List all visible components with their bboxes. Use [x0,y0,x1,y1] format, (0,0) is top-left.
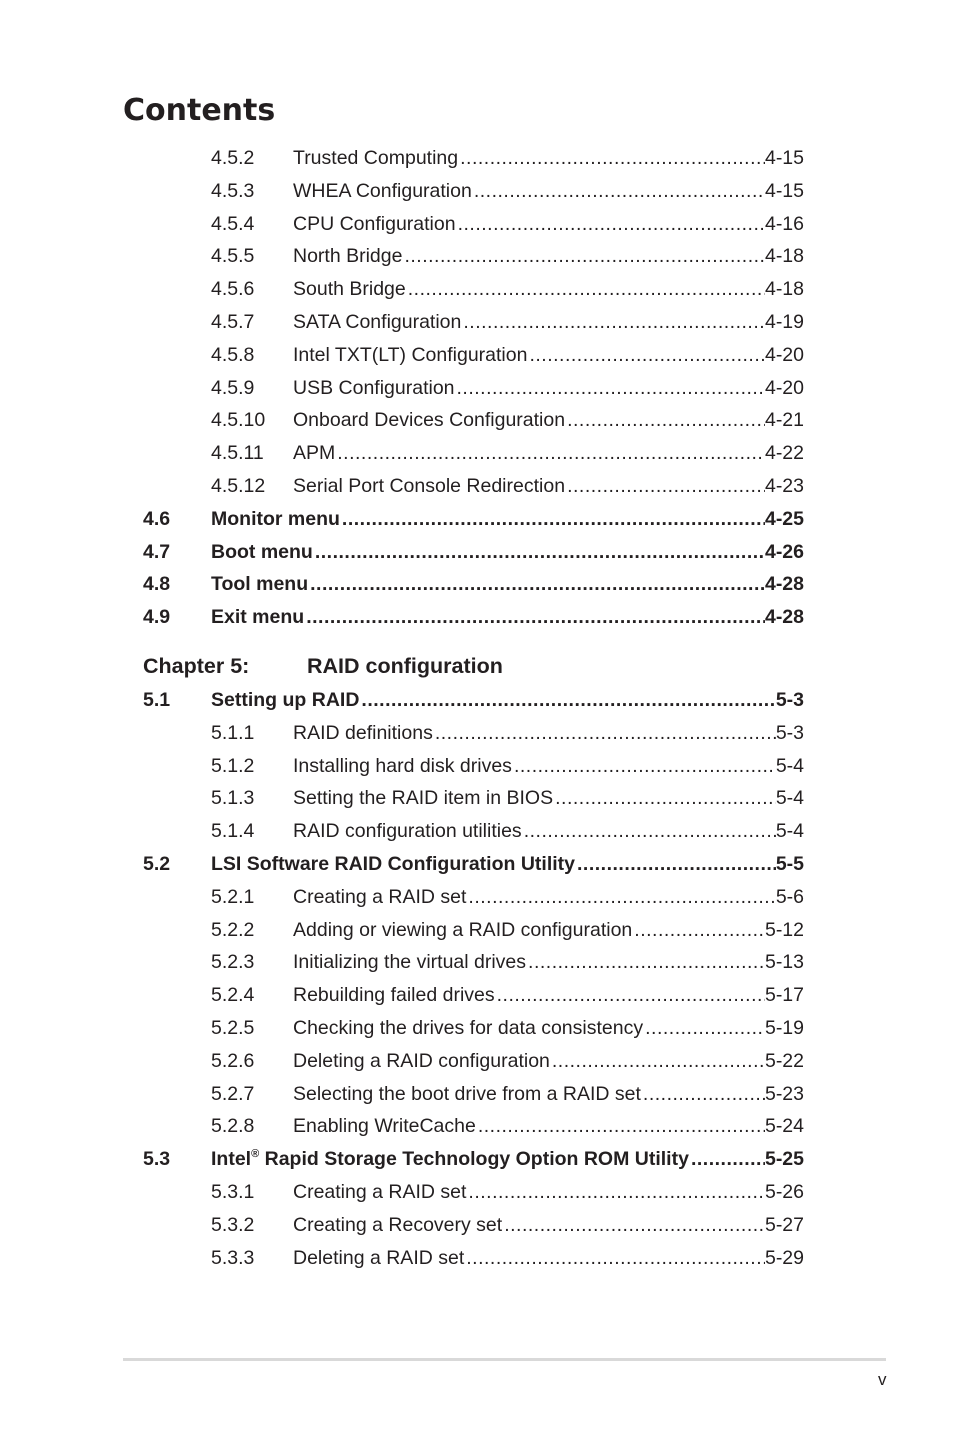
toc-entry[interactable] [0,240,804,273]
toc-entry-page: 5-29 [764,1246,804,1269]
toc-entry-title: Selecting the boot drive from a RAID set [293,1082,641,1105]
toc-entry-page: 4-20 [764,376,804,399]
toc-entry-title: Monitor menu [211,507,340,530]
toc-entry-title: Setting the RAID item in BIOS [293,787,554,810]
toc-entry-number: 4.9 [143,606,171,629]
dot-leader [402,245,765,268]
toc-entry-number: 4.5.6 [211,278,255,301]
toc-entry-number: 5.1.2 [211,754,255,777]
dot-leader [304,606,765,629]
toc-entry[interactable] [0,208,804,241]
toc-entry[interactable] [0,848,804,881]
toc-entry[interactable] [0,503,804,536]
toc-entry-number: 4.5.5 [211,245,255,268]
toc-entry-title: APM [293,442,336,465]
toc-entry-number: 5.3 [143,1148,171,1171]
toc-entry-title: North Bridge [293,245,403,268]
toc-entry-page: 5-3 [775,721,804,744]
dot-leader [526,951,765,974]
toc-entry-page: 5-27 [764,1213,804,1236]
toc-entry-title: Setting up RAID [211,689,360,711]
toc-entry-number: 4.5.8 [211,343,255,366]
toc-entry-title: Installing hard disk drives [293,754,512,777]
toc-entry-page: 5-4 [775,820,804,843]
toc-entry-title: Adding or viewing a RAID configuration [293,918,633,941]
dot-leader [335,442,765,465]
toc-entry-number: 5.2.4 [211,984,255,1007]
toc-entry-page: 4-20 [764,343,804,366]
toc-entry[interactable] [0,601,804,634]
dot-leader [575,853,776,876]
dot-leader [313,541,765,564]
chapter-label: Chapter 5: [143,653,250,678]
toc-entry-page: 4-22 [764,442,804,465]
toc-entry-title: Tool menu [211,573,309,596]
toc-entry-title: Onboard Devices Configuration [293,409,566,432]
dot-leader [495,984,765,1007]
toc-entry-number: 4.5.12 [211,475,266,497]
toc-entry-title: LSI Software RAID Configuration Utility [211,853,575,875]
toc-entry-number: 4.5.11 [211,442,264,465]
toc-entry[interactable] [0,470,804,503]
toc-entry-number: 5.2.8 [211,1115,255,1138]
toc-entry-title: South Bridge [293,278,406,301]
dot-leader [466,886,775,909]
dot-leader [527,344,765,367]
toc-entry-page: 5-17 [764,984,804,1007]
dot-leader [455,377,765,400]
toc-entry[interactable] [0,750,804,783]
dot-leader [472,180,765,203]
toc-entry-page: 5-13 [764,951,804,974]
toc-entry-page: 4-21 [764,409,804,432]
toc-entry[interactable] [0,437,804,470]
dot-leader [641,1083,765,1106]
toc-entry-page: 5-3 [775,689,804,711]
toc-entry-page: 5-4 [775,787,804,810]
toc-entry-number: 4.5.9 [211,376,255,399]
toc-entry[interactable] [0,979,804,1012]
toc-entry-page: 5-25 [764,1148,804,1171]
toc-entry-number: 5.1.3 [211,787,255,810]
toc-entry[interactable] [0,372,804,405]
toc-entry-page: 4-16 [764,212,804,235]
toc-entry[interactable] [0,881,804,914]
toc-entry-page: 4-26 [764,540,804,563]
page-title: Contents [123,93,276,128]
toc-entry-page: 5-24 [764,1115,804,1138]
toc-entry[interactable] [0,684,804,717]
toc-entry-page: 5-19 [764,1017,804,1039]
toc-entry[interactable] [0,1078,804,1111]
chapter-title: RAID configuration [307,653,503,678]
toc-entry-page: 5-12 [764,918,804,941]
dot-leader [643,1017,765,1040]
toc-entry-title: Boot menu [211,540,313,563]
toc-entry-number: 4.5.4 [211,212,255,235]
toc-entry-number: 5.1.1 [211,721,255,744]
toc-entry[interactable] [0,1209,804,1242]
toc-entry-title: USB Configuration [293,376,455,399]
dot-leader [522,820,776,843]
dot-leader [456,213,765,236]
toc-entry-title: Intel TXT(LT) Configuration [293,343,528,366]
dot-leader [565,409,765,432]
dot-leader [433,722,776,745]
toc-entry-number: 5.2 [143,853,171,875]
toc-entry-number: 5.2.3 [211,951,255,974]
dot-leader [359,689,775,712]
dot-leader [550,1050,765,1073]
toc-entry-title: Creating a Recovery set [293,1213,503,1236]
page-number: v [878,1370,887,1389]
toc-entry-page: 5-4 [775,754,804,777]
dot-leader [553,787,776,810]
toc-entry[interactable] [0,306,804,339]
toc-entry[interactable] [0,717,804,750]
toc-entry-page: 4-23 [764,475,804,497]
toc-entry[interactable] [0,568,804,601]
toc-entry[interactable] [0,1045,804,1078]
toc-entry-title: RAID definitions [293,721,433,744]
dot-leader [466,1181,765,1204]
toc-entry-number: 5.1.4 [211,820,255,843]
toc-entry-number: 4.5.7 [211,311,255,333]
dot-leader [308,573,765,596]
dot-leader [689,1148,765,1171]
toc-entry-number: 4.8 [143,573,171,596]
toc-entry-title: Creating a RAID set [293,885,467,908]
toc-entry-page: 5-6 [775,885,804,908]
toc-entry[interactable] [0,404,804,437]
toc-entry[interactable] [0,1143,804,1176]
dot-leader [406,278,765,301]
toc-entry-page: 4-18 [764,245,804,268]
toc-entry-number: 5.2.6 [211,1049,255,1072]
dot-leader [632,919,765,942]
toc-entry-title: Rebuilding failed drives [293,984,495,1007]
toc-entry[interactable] [0,782,804,815]
toc-entry-number: 4.5.3 [211,179,255,202]
toc-entry-page: 4-18 [764,278,804,301]
toc-entry[interactable] [0,339,804,372]
toc-entry-title: WHEA Configuration [293,179,472,202]
toc-entry[interactable] [0,1176,804,1209]
toc-entry-title: Serial Port Console Redirection [293,475,566,497]
dot-leader [565,475,765,498]
chapter-heading [0,650,800,682]
dot-leader [464,1247,765,1270]
dot-leader [458,147,765,170]
toc-entry-number: 4.5.10 [211,409,266,432]
toc-entry-title: Deleting a RAID set [293,1246,465,1269]
toc-entry-number: 5.2.2 [211,918,255,941]
toc-entry-number: 5.2.5 [211,1017,255,1039]
toc-entry-title: RAID configuration utilities [293,820,522,843]
toc-entry-title: CPU Configuration [293,212,456,235]
toc-entry-title: Deleting a RAID configuration [293,1049,550,1072]
dot-leader [340,508,765,531]
toc-entry-page: 4-28 [764,606,804,629]
dot-leader [476,1115,765,1138]
toc-entry-number: 4.7 [143,540,171,563]
dot-leader [512,755,776,778]
toc-entry[interactable] [0,914,804,947]
toc-entry-title: SATA Configuration [293,311,462,333]
toc-entry[interactable] [0,946,804,979]
toc-entry-title: Creating a RAID set [293,1181,467,1203]
footer-divider [123,1358,886,1361]
toc-entry[interactable] [0,142,804,175]
dot-leader [502,1214,765,1237]
toc-entry-page: 4-15 [764,179,804,202]
toc-entry-page: 5-26 [764,1181,804,1203]
toc-entry-title: Checking the drives for data consistency [293,1017,644,1039]
toc-entry-page: 5-23 [764,1082,804,1105]
toc-entry[interactable] [0,536,804,569]
dot-leader [461,311,765,334]
toc-entry-number: 4.5.2 [211,147,255,169]
toc-entry-page: 4-15 [764,147,804,169]
toc-entry-title: Intel® Rapid Storage Technology Option ROM Utility [211,1148,689,1171]
toc-entry-page: 5-5 [775,853,804,875]
toc-entry-number: 5.3.1 [211,1181,255,1203]
toc-entry[interactable] [0,1110,804,1143]
toc-entry-number: 5.3.3 [211,1246,255,1269]
registered-mark: ® [251,1148,260,1161]
toc-entry-number: 4.6 [143,507,171,530]
toc-entry-number: 5.2.7 [211,1082,255,1105]
toc-entry-number: 5.3.2 [211,1213,255,1236]
toc-entry-page: 4-28 [764,573,804,596]
toc-entry-title: Trusted Computing [293,147,459,169]
toc-entry[interactable] [0,273,804,306]
toc-entry-page: 4-25 [764,507,804,530]
toc-entry-number: 5.1 [143,689,171,711]
toc-entry-page: 5-22 [764,1049,804,1072]
toc-entry[interactable] [0,1242,804,1275]
toc-entry-number: 5.2.1 [211,885,255,908]
toc-entry-title: Initializing the virtual drives [293,951,527,974]
toc-entry-title: Enabling WriteCache [293,1115,476,1138]
toc-entry-title: Exit menu [211,606,305,629]
toc-entry[interactable] [0,1012,804,1045]
toc-entry[interactable] [0,175,804,208]
toc-entry-page: 4-19 [764,311,804,333]
toc-entry[interactable] [0,815,804,848]
